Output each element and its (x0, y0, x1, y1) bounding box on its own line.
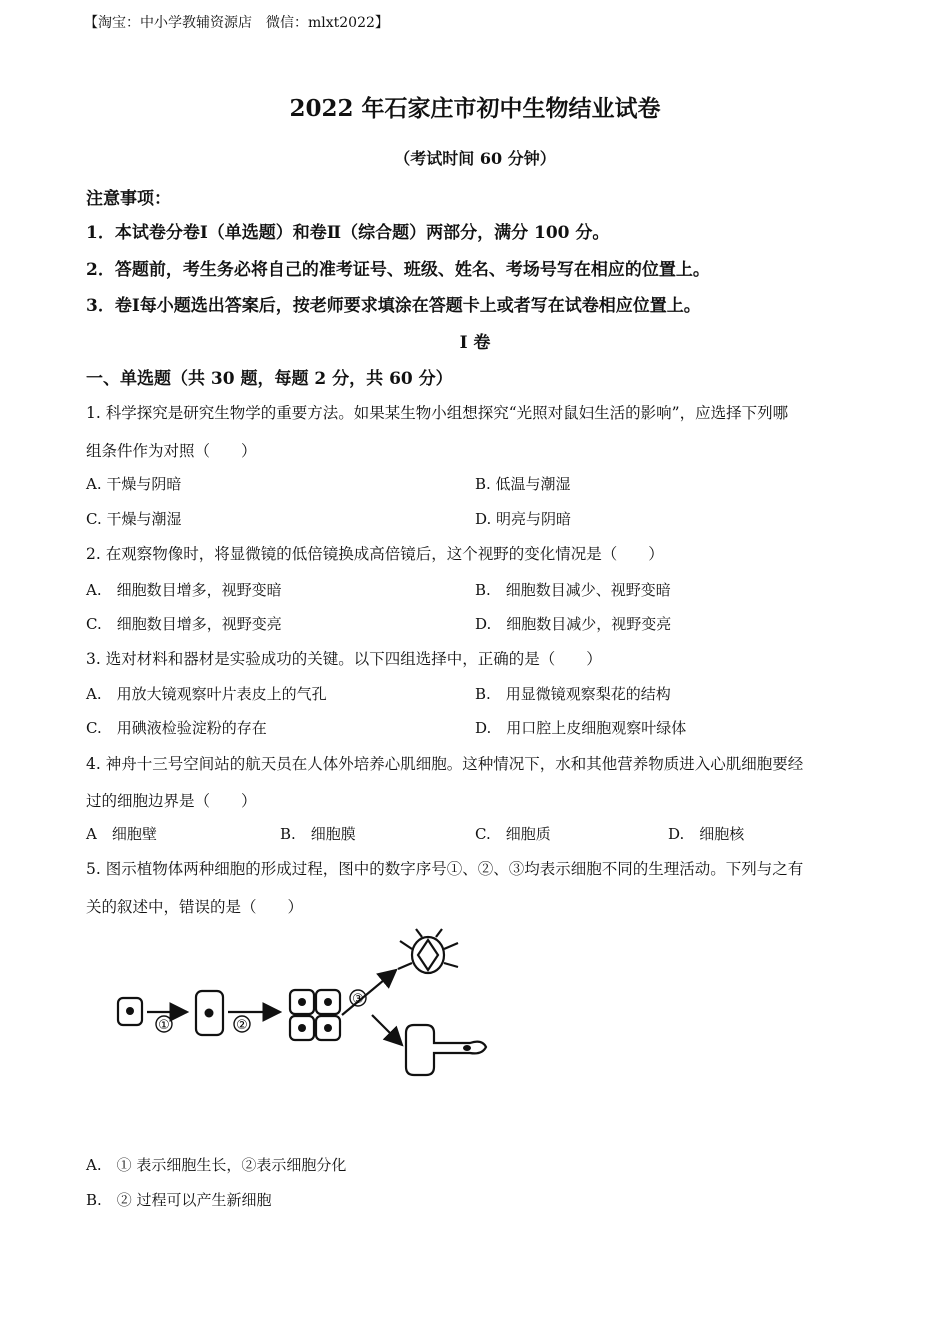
header-note: 【淘宝：中小学教辅资源店 微信：mlxt2022】 (84, 15, 389, 31)
question-1-option-c: C. 干燥与潮湿 (86, 510, 182, 528)
question-3-option-c: C. 用碘液检验淀粉的存在 (86, 719, 267, 737)
cell-division-differentiation-figure (110, 925, 500, 1080)
question-3-option-d: D. 用口腔上皮细胞观察叶绿体 (475, 719, 687, 737)
question-5-option-b: B. ② 过程可以产生新细胞 (86, 1191, 272, 1209)
question-4-option-c: C. 细胞质 (475, 825, 551, 843)
stoma-pore (418, 940, 438, 970)
step-label-3: ③ (352, 992, 364, 1007)
question-2-option-d: D. 细胞数目减少，视野变亮 (475, 615, 672, 633)
question-2-option-c: C. 细胞数目增多，视野变亮 (86, 615, 282, 633)
question-2-line: 2. 在观察物像时，将显微镜的低倍镜换成高倍镜后，这个视野的变化情况是（ ） (86, 545, 664, 563)
arrow-3-down (372, 1015, 402, 1045)
question-5-option-a: A. ① 表示细胞生长，②表示细胞分化 (86, 1156, 347, 1174)
question-5-line: 5. 图示植物体两种细胞的形成过程，图中的数字序号①、②、③均表示细胞不同的生理活动。下列与之有 (86, 860, 804, 878)
question-1-option-a: A. 干燥与阴暗 (86, 475, 182, 493)
notice-item: 2．答题前，考生务必将自己的准考证号、班级、姓名、考场号写在相应的位置上。 (86, 260, 710, 280)
root-hair-cell (406, 1025, 486, 1075)
section-title: Ⅰ 卷 (459, 333, 491, 353)
question-1-option-d: D. 明亮与阴暗 (475, 510, 572, 528)
question-1-option-b: B. 低温与潮湿 (475, 475, 571, 493)
question-3-line: 3. 选对材料和器材是实验成功的关键。以下四组选择中，正确的是（ ） (86, 650, 602, 668)
question-4-option-d: D. 细胞核 (668, 825, 745, 843)
question-3-option-b: B. 用显微镜观察梨花的结构 (475, 685, 671, 703)
question-2-option-b: B. 细胞数目减少、视野变暗 (475, 581, 671, 599)
question-5-line: 关的叙述中，错误的是（ ） (86, 898, 304, 916)
notice-item: 1．本试卷分卷Ⅰ（单选题）和卷Ⅱ（综合题）两部分，满分 100 分。 (86, 223, 610, 243)
step-label-1: ① (158, 1018, 170, 1033)
page-title: 2022 年石家庄市初中生物结业试卷 (289, 95, 661, 122)
question-3-option-a: A. 用放大镜观察叶片表皮上的气孔 (86, 685, 327, 703)
notice-heading: 注意事项： (86, 189, 171, 209)
arrow-3-up (342, 970, 396, 1015)
part-title: 一、单选题（共 30 题，每题 2 分，共 60 分） (86, 369, 453, 389)
question-4-line: 过的细胞边界是（ ） (86, 792, 257, 810)
question-1-line: 1. 科学探究是研究生物学的重要方法。如果某生物小组想探究“光照对鼠妇生活的影响”，应选择下列哪 (86, 404, 789, 422)
question-4-option-a: A 细胞壁 (86, 825, 157, 843)
notice-item: 3．卷Ⅰ每小题选出答案后，按老师要求填涂在答题卡上或者写在试卷相应位置上。 (86, 296, 701, 316)
question-4-line: 4. 神舟十三号空间站的航天员在人体外培养心肌细胞。这种情况下，水和其他营养物质进入心肌细胞要经 (86, 755, 804, 773)
exam-duration: （考试时间 60 分钟） (394, 149, 556, 168)
question-1-line: 组条件作为对照（ ） (86, 442, 257, 460)
step-label-2: ② (236, 1018, 248, 1033)
question-2-option-a: A. 细胞数目增多，视野变暗 (86, 581, 282, 599)
stoma-edges (398, 929, 458, 969)
question-4-option-b: B. 细胞膜 (280, 825, 356, 843)
